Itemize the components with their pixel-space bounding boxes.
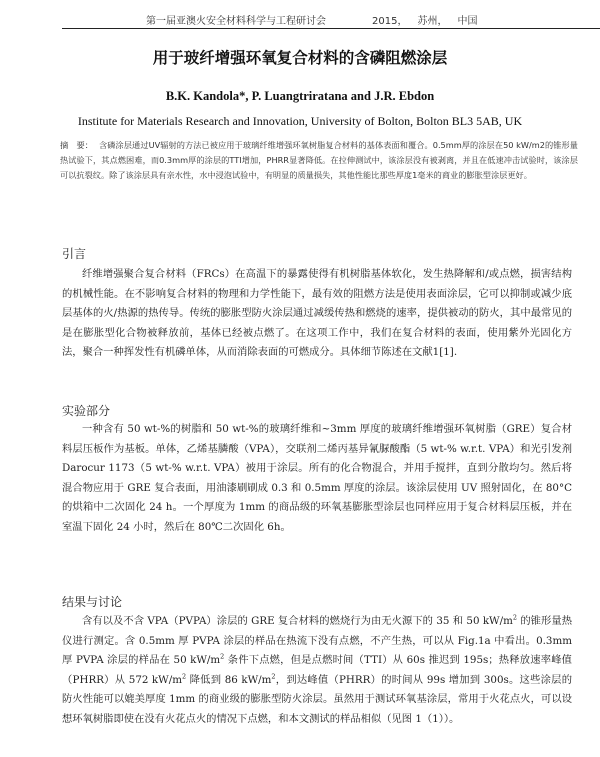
section-heading-intro: 引言 [62, 247, 87, 261]
intro-paragraph: 纤维增强聚合复合材料（FRCs）在高温下的暴露使得有机树脂基体软化，发生热降解和/或点燃，损害结构的机械性能。在不影响复合材料的物理和力学性能下，最有效的阻燃方法是使用表面涂层，它可以抑制或减少底层基体的火/热源的热传导。传统的膨胀型防火涂层通过减缓传热和燃烧的速率，提供被动的防火，其中最常见的是在膨胀型化合物被释放前，基体已经被点燃了。在这项工作中，我们在复合材料的表面，使用紫外光固化方法，聚合一种挥发性有机磷单体，从而消除表面的可燃成分。具体细节陈述在文献1[1]. [62, 268, 572, 359]
results-text-2: 的锥形量热仪进行测定。含 0.5mm 厚 PVPA 涂层的样品在热流下没有点燃，不产生热，可以从 Fig.1a 中看出。0.3mm 厚 PVPA 涂层的样品在 50 kW/m [62, 615, 572, 667]
results-text-3: 条件下点燃，但是点燃时间（TTI）从 60s 推迟到 195s；热释放速率峰值（PHRR）从 572 kW/m [62, 654, 572, 686]
experimental-paragraph: 一种含有 50 wt-%的树脂和 50 wt-%的玻璃纤维和~3mm 厚度的玻璃纤维增强环氧树脂（GRE）复合材料层压板作为基板。单体，乙烯基膦酸（VPA），交联剂二烯丙基异氰脲酸酯（5 wt-% w.r.t. VPA）和光引发剂 Darocur 1173（5 wt-% w.r.t. VPA）被用于涂层。所有的化合物混合，并用手搅拌，直到分散均匀。然后将混合物应用于 GRE 复合表面，用油漆刷刷成 0.3 和 0.5mm 厚度的涂层。该涂层使用 UV 照射固化，在 80°C 的烘箱中二次固化 24 h。一个厚度为 1mm 的商品级的环氧基膨胀型涂层也同样应用于复合材料层压板，并在室温下固化 24 小时，然后在 80℃二次固化 6h。 [62, 423, 572, 533]
section-heading-experimental: 实验部分 [62, 404, 111, 418]
superscript: 2 [512, 613, 518, 622]
results-paragraph [62, 612, 572, 730]
abstract-text: 含磷涂层通过UV辐射的方法已被应用于玻璃纤维增强环氧树脂复合材料的基体表面和覆合。0.5mm厚的涂层在50 kW/m2的锥形量热试验下，其点燃困难，而0.3mm厚的涂层的TTI增加，PHRR显著降低。在拉伸测试中，该涂层没有被剥离，并且在低速冲击试验时，该涂层可以抗裂纹。除了该涂层具有亲水性，水中浸泡试验中，有明显的质量损失，其他性能比那些厚度1毫米的商业的膨胀型涂层更好。 [60, 140, 578, 180]
results-text-1: 含有以及不含 VPA（PVPA）涂层的 GRE 复合材料的燃烧行为由无火源下的 35 和 50 kW/m [82, 615, 513, 627]
abstract-label: 摘 要： [60, 140, 94, 150]
superscript: 2 [271, 672, 276, 681]
conference-year: 2015， [372, 16, 408, 27]
conference-city: 苏州， [417, 16, 448, 27]
section-heading-results: 结果与讨论 [62, 595, 123, 609]
superscript: 2 [220, 652, 225, 661]
conference-country: 中国 [457, 16, 478, 27]
abstract [60, 138, 578, 183]
header-rule [62, 28, 600, 29]
results-text-5: ，到达峰值（PHRR）的时间从 99s 增加到 300s。这些涂层的防火性能可以媲美厚度 1mm 的商业级的膨胀型防火涂层。虽然用于测试环氧基涂层，常用于火花点火，可以设想环氧树脂即使在没有火花点火的情况下点燃，和本文测试的样品相似（见图 1（1））。 [62, 673, 572, 725]
paper-affiliation: Institute for Materials Research and Innovation, University of Bolton, Bolton BL3 5AB, UK [77, 114, 523, 128]
paper-authors: B.K. Kandola*, P. Luangtriratana and J.R. Ebdon [165, 89, 435, 103]
results-text-4: 降低到 86 kW/m [186, 673, 272, 686]
conference-name: 第一届亚澳火安全材料科学与工程研讨会 [146, 16, 326, 27]
paper-title: 用于玻纤增强环氧复合材料的含磷阻燃涂层 [152, 49, 448, 67]
running-header [146, 12, 477, 27]
superscript: 2 [181, 672, 187, 681]
